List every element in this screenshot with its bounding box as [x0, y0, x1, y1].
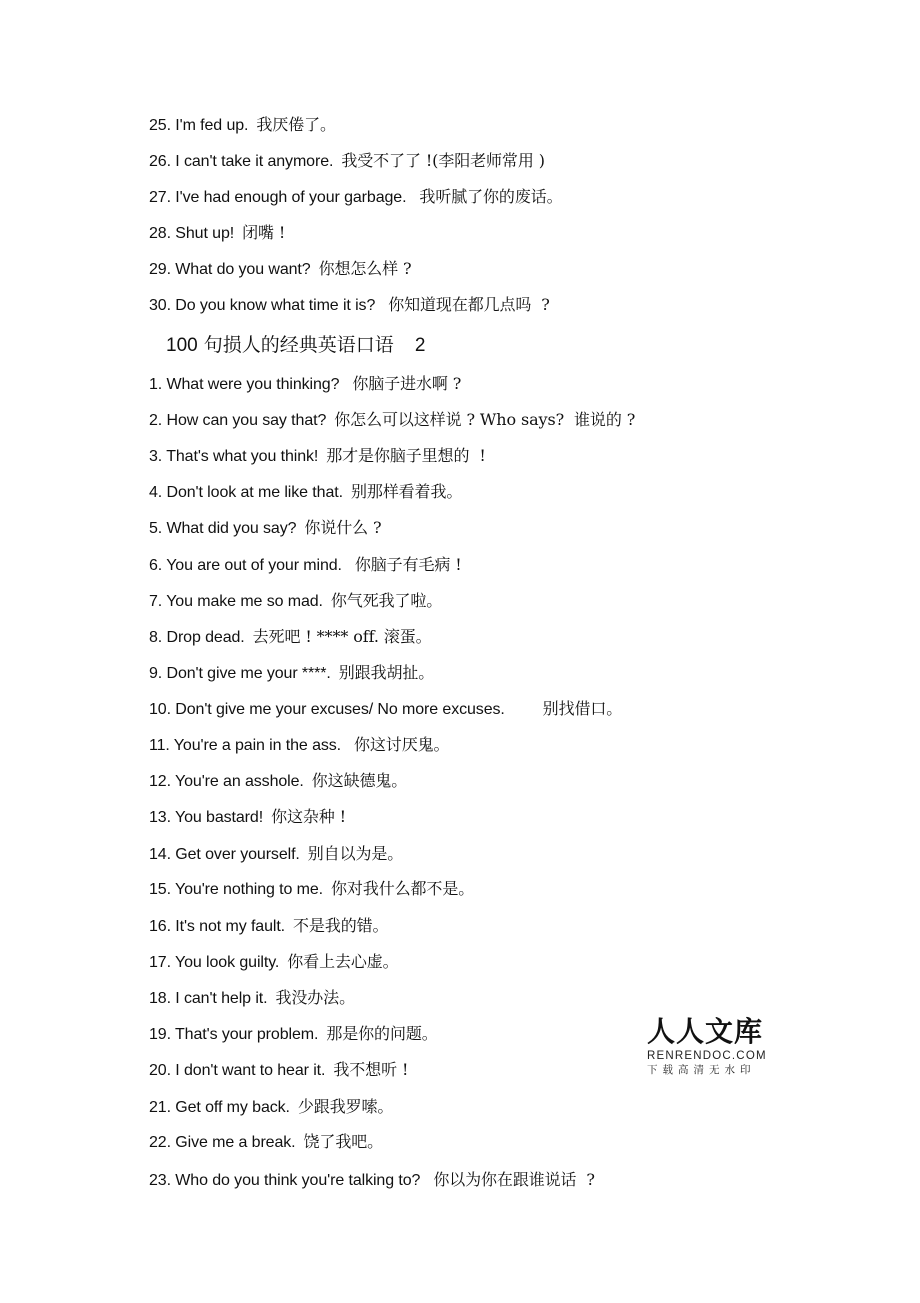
- phrase-chinese: 那才是你脑子里想的 !: [326, 446, 486, 465]
- phrase-chinese: 我不想听 !: [333, 1060, 409, 1079]
- phrase-chinese: 不是我的错。: [293, 916, 389, 935]
- phrase-english: 27. I've had enough of your garbage.: [149, 189, 407, 206]
- phrase-chinese: 你脑子进水啊 ?: [347, 374, 462, 393]
- phrase-english: 23. Who do you think you're talking to?: [149, 1172, 421, 1189]
- phrase-english: 8. Drop dead.: [149, 629, 245, 646]
- phrase-chinese: 你怎么可以这样说 ? Who says? 谁说的 ?: [334, 410, 636, 429]
- phrase-line: [149, 1060, 408, 1081]
- phrase-line: [149, 879, 474, 900]
- phrase-english: 16. It's not my fault.: [149, 918, 286, 935]
- phrase-chinese: 你对我什么都不是。: [331, 879, 475, 898]
- phrase-line: [149, 699, 622, 720]
- phrase-chinese: 饶了我吧。: [303, 1132, 384, 1151]
- phrase-chinese: 你想怎么样 ?: [318, 259, 412, 278]
- phrase-chinese: 那是你的问题。: [326, 1024, 438, 1043]
- phrase-line: [149, 807, 346, 828]
- phrase-english: 7. You make me so mad.: [149, 593, 323, 610]
- phrase-english: 28. Shut up!: [149, 225, 235, 242]
- phrase-line: [149, 771, 407, 792]
- phrase-english: 30. Do you know what time it is?: [149, 297, 376, 314]
- phrase-line: [149, 187, 563, 208]
- phrase-english: 19. That's your problem.: [149, 1026, 319, 1043]
- phrase-line: [149, 115, 336, 136]
- phrase-english: 14. Get over yourself.: [149, 846, 300, 863]
- watermark-site: RENRENDOC.COM: [647, 1050, 767, 1062]
- phrase-line: [149, 952, 399, 973]
- phrase-line: [149, 663, 434, 684]
- phrase-chinese: 你看上去心虚。: [287, 952, 399, 971]
- phrase-line: [149, 844, 403, 865]
- phrase-line: [149, 916, 388, 937]
- phrase-line: [149, 627, 432, 648]
- phrase-english: 1. What were you thinking?: [149, 376, 340, 393]
- phrase-chinese: 我厌倦了。: [256, 115, 336, 134]
- phrase-english: 18. I can't help it.: [149, 990, 268, 1007]
- phrase-english: 21. Get off my back.: [149, 1099, 290, 1116]
- phrase-chinese: 我受不了了 !(李阳老师常用 ): [341, 151, 545, 170]
- phrase-line: [149, 555, 462, 576]
- phrase-english: 13. You bastard!: [149, 809, 264, 826]
- phrase-chinese: 我没办法。: [275, 988, 355, 1007]
- phrase-english: 11. You're a pain in the ass.: [149, 737, 342, 754]
- phrase-line: [149, 410, 635, 431]
- phrase-chinese: 我听腻了你的废话。: [414, 187, 563, 206]
- phrase-chinese: 别那样看着我。: [350, 482, 463, 501]
- phrase-chinese: 别自以为是。: [307, 844, 404, 863]
- phrase-chinese: 你知道现在都几点吗 ?: [383, 295, 550, 314]
- phrase-chinese: 你说什么 ?: [304, 518, 382, 537]
- phrase-line: [149, 374, 461, 395]
- phrase-chinese: 去死吧 ! **** off. 滚蛋。: [252, 627, 432, 646]
- phrase-chinese: 你以为你在跟谁说话 ?: [428, 1170, 595, 1189]
- phrase-chinese: 别跟我胡扯。: [338, 663, 435, 682]
- heading-number: 100: [166, 335, 198, 356]
- phrase-english: 26. I can't take it anymore.: [149, 153, 334, 170]
- phrase-line: [149, 735, 449, 756]
- phrase-line: [149, 518, 382, 539]
- phrase-line: [149, 1170, 595, 1191]
- phrase-line: [149, 1024, 438, 1045]
- phrase-chinese: 你这缺德鬼。: [311, 771, 408, 790]
- section-heading: [166, 333, 425, 358]
- phrase-english: 2. How can you say that?: [149, 412, 327, 429]
- phrase-chinese: 你这讨厌鬼。: [349, 735, 450, 754]
- phrase-english: 3. That's what you think!: [149, 448, 319, 465]
- heading-text: 句损人的经典英语口语: [197, 334, 394, 356]
- phrase-line: [149, 1097, 393, 1118]
- phrase-chinese: 你气死我了啦。: [330, 591, 443, 610]
- phrase-line: [149, 295, 550, 316]
- phrase-line: [149, 482, 462, 503]
- phrase-english: 22. Give me a break.: [149, 1134, 296, 1151]
- phrase-english: 9. Don't give me your ****.: [149, 665, 331, 682]
- phrase-english: 15. You're nothing to me.: [149, 881, 324, 898]
- phrase-chinese: 少跟我罗嗦。: [297, 1097, 394, 1116]
- phrase-chinese: 闭嘴 !: [242, 223, 286, 242]
- watermark-logo: [647, 1015, 777, 1077]
- phrase-line: [149, 223, 285, 244]
- phrase-line: [149, 259, 412, 280]
- phrase-chinese: 你脑子有毛病 !: [349, 555, 462, 574]
- phrase-line: [149, 988, 355, 1009]
- phrase-line: [149, 151, 545, 172]
- phrase-line: [149, 1132, 383, 1153]
- phrase-english: 17. You look guilty.: [149, 954, 280, 971]
- phrase-english: 6. You are out of your mind.: [149, 557, 342, 574]
- phrase-chinese: 别找借口。: [512, 699, 623, 718]
- phrase-english: 10. Don't give me your excuses/ No more excuses.: [149, 701, 505, 718]
- phrase-line: [149, 446, 486, 467]
- phrase-chinese: 你这杂种 !: [271, 807, 346, 826]
- phrase-line: [149, 591, 442, 612]
- heading-part-number: 2: [393, 335, 426, 356]
- phrase-english: 20. I don't want to hear it.: [149, 1062, 326, 1079]
- watermark-subtitle: 下载高清无水印: [647, 1064, 756, 1076]
- phrase-english: 12. You're an asshole.: [149, 773, 304, 790]
- phrase-english: 4. Don't look at me like that.: [149, 484, 343, 501]
- phrase-english: 29. What do you want?: [149, 261, 311, 278]
- watermark-title: 人人文库: [647, 1015, 764, 1048]
- phrase-english: 25. I'm fed up.: [149, 117, 249, 134]
- phrase-english: 5. What did you say?: [149, 520, 297, 537]
